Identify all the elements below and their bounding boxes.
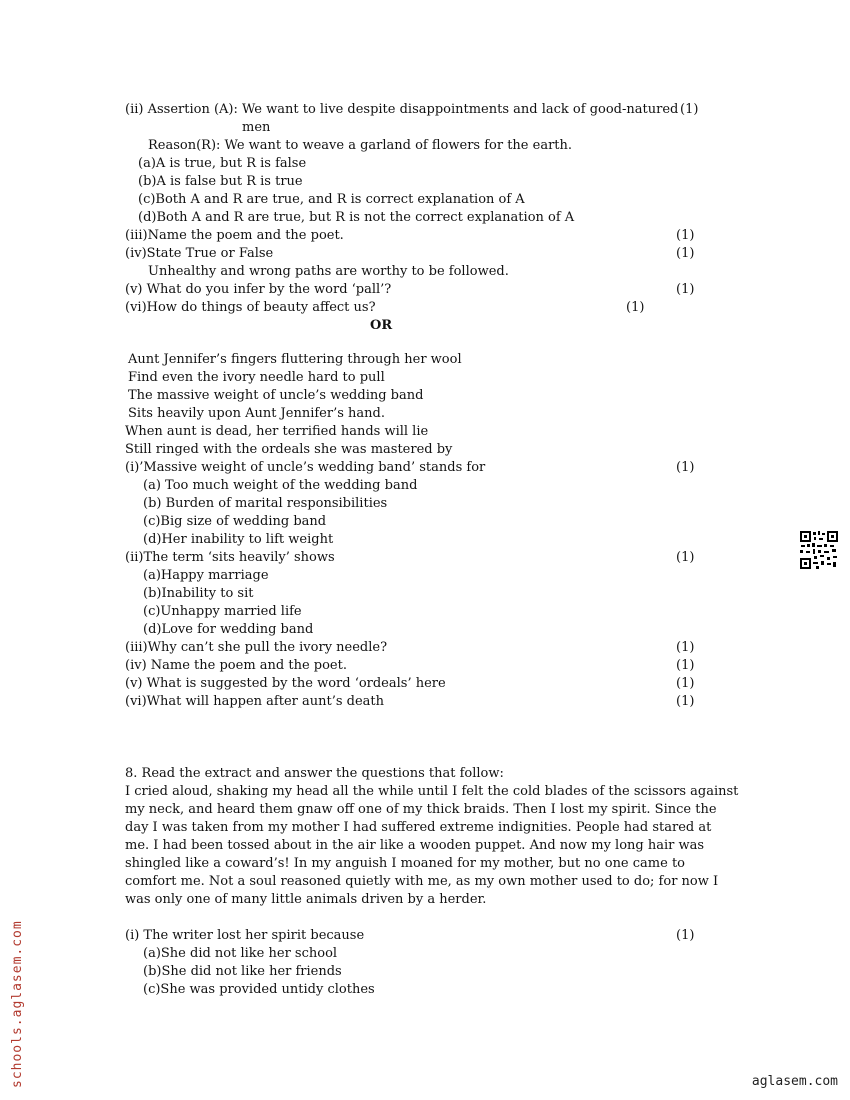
option-b: (b)A is false but R is true [138, 174, 303, 189]
marks-label: (1) [676, 640, 695, 655]
option-d: (d)Her inability to lift weight [143, 532, 334, 547]
question-text: (i) The writer lost her spirit because [125, 928, 365, 943]
extract-line: shingled like a coward’s! In my anguish I moaned for my mother, but no one came to [125, 856, 685, 871]
marks-label: (1) [680, 102, 699, 117]
question-text: (v) What is suggested by the word ‘ordeals’ here [125, 676, 446, 691]
marks-label: (1) [676, 694, 695, 709]
marks-label: (1) [676, 282, 695, 297]
poem-line: Find even the ivory needle hard to pull [128, 370, 385, 385]
side-watermark: schools.aglasem.com [10, 920, 25, 1088]
question-text: (ii) Assertion (A): We want to live despite disappointments and lack of good-natured [125, 102, 679, 117]
marks-label: (1) [676, 676, 695, 691]
marks-label: (1) [676, 928, 695, 943]
option-d: (d)Both A and R are true, but R is not the correct explanation of A [138, 210, 575, 225]
footer-watermark: aglasem.com [751, 1074, 838, 1089]
question-text: (ii)The term ‘sits heavily’ shows [125, 550, 335, 565]
question-text: (vi)What will happen after aunt’s death [125, 694, 385, 709]
poem-line: Sits heavily upon Aunt Jennifer’s hand. [128, 406, 385, 421]
extract-line: was only one of many little animals driven by a herder. [125, 892, 487, 907]
marks-label: (1) [676, 658, 695, 673]
question-text: men [242, 120, 271, 135]
poem-line: Aunt Jennifer’s fingers fluttering through her wool [128, 352, 462, 367]
option-a: (a)Happy marriage [143, 568, 269, 583]
option-a: (a)She did not like her school [143, 946, 338, 961]
reason-text: Reason(R): We want to weave a garland of flowers for the earth. [148, 138, 573, 153]
extract-line: me. I had been tossed about in the air like a wooden puppet. And now my long hair was [125, 838, 705, 853]
extract-line: day I was taken from my mother I had suffered extreme indignities. People had stared at [125, 820, 712, 835]
option-a: (a) Too much weight of the wedding band [143, 478, 418, 493]
question-text: (iv)State True or False [125, 246, 274, 261]
marks-label: (1) [676, 460, 695, 475]
option-a: (a)A is true, but R is false [138, 156, 307, 171]
option-c: (c)Both A and R are true, and R is correct explanation of A [138, 192, 525, 207]
option-d: (d)Love for wedding band [143, 622, 314, 637]
marks-label: (1) [626, 300, 645, 315]
poem-line: When aunt is dead, her terrified hands will lie [125, 424, 429, 439]
section-heading: 8. Read the extract and answer the questions that follow: [125, 766, 504, 781]
or-divider: OR [370, 318, 393, 333]
option-c: (c)She was provided untidy clothes [143, 982, 375, 997]
question-text: (i)’Massive weight of uncle’s wedding band’ stands for [125, 460, 486, 475]
option-b: (b)Inability to sit [143, 586, 254, 601]
poem-line: The massive weight of uncle’s wedding band [128, 388, 424, 403]
question-text: (iii)Name the poem and the poet. [125, 228, 344, 243]
extract-line: I cried aloud, shaking my head all the while until I felt the cold blades of the scissors against [125, 784, 739, 799]
qr-code-icon [799, 530, 839, 570]
option-b: (b)She did not like her friends [143, 964, 342, 979]
option-b: (b) Burden of marital responsibilities [143, 496, 388, 511]
option-c: (c)Unhappy married life [143, 604, 302, 619]
extract-line: comfort me. Not a soul reasoned quietly with me, as my own mother used to do; for now I [125, 874, 719, 889]
poem-line: Still ringed with the ordeals she was mastered by [125, 442, 453, 457]
question-text: (v) What do you infer by the word ‘pall’? [125, 282, 392, 297]
question-text: (iv) Name the poem and the poet. [125, 658, 347, 673]
marks-label: (1) [676, 246, 695, 261]
statement-text: Unhealthy and wrong paths are worthy to be followed. [148, 264, 509, 279]
marks-label: (1) [676, 550, 695, 565]
question-text: (iii)Why can’t she pull the ivory needle? [125, 640, 388, 655]
question-text: (vi)How do things of beauty affect us? [125, 300, 376, 315]
extract-line: my neck, and heard them gnaw off one of my thick braids. Then I lost my spirit. Since the [125, 802, 717, 817]
marks-label: (1) [676, 228, 695, 243]
option-c: (c)Big size of wedding band [143, 514, 327, 529]
